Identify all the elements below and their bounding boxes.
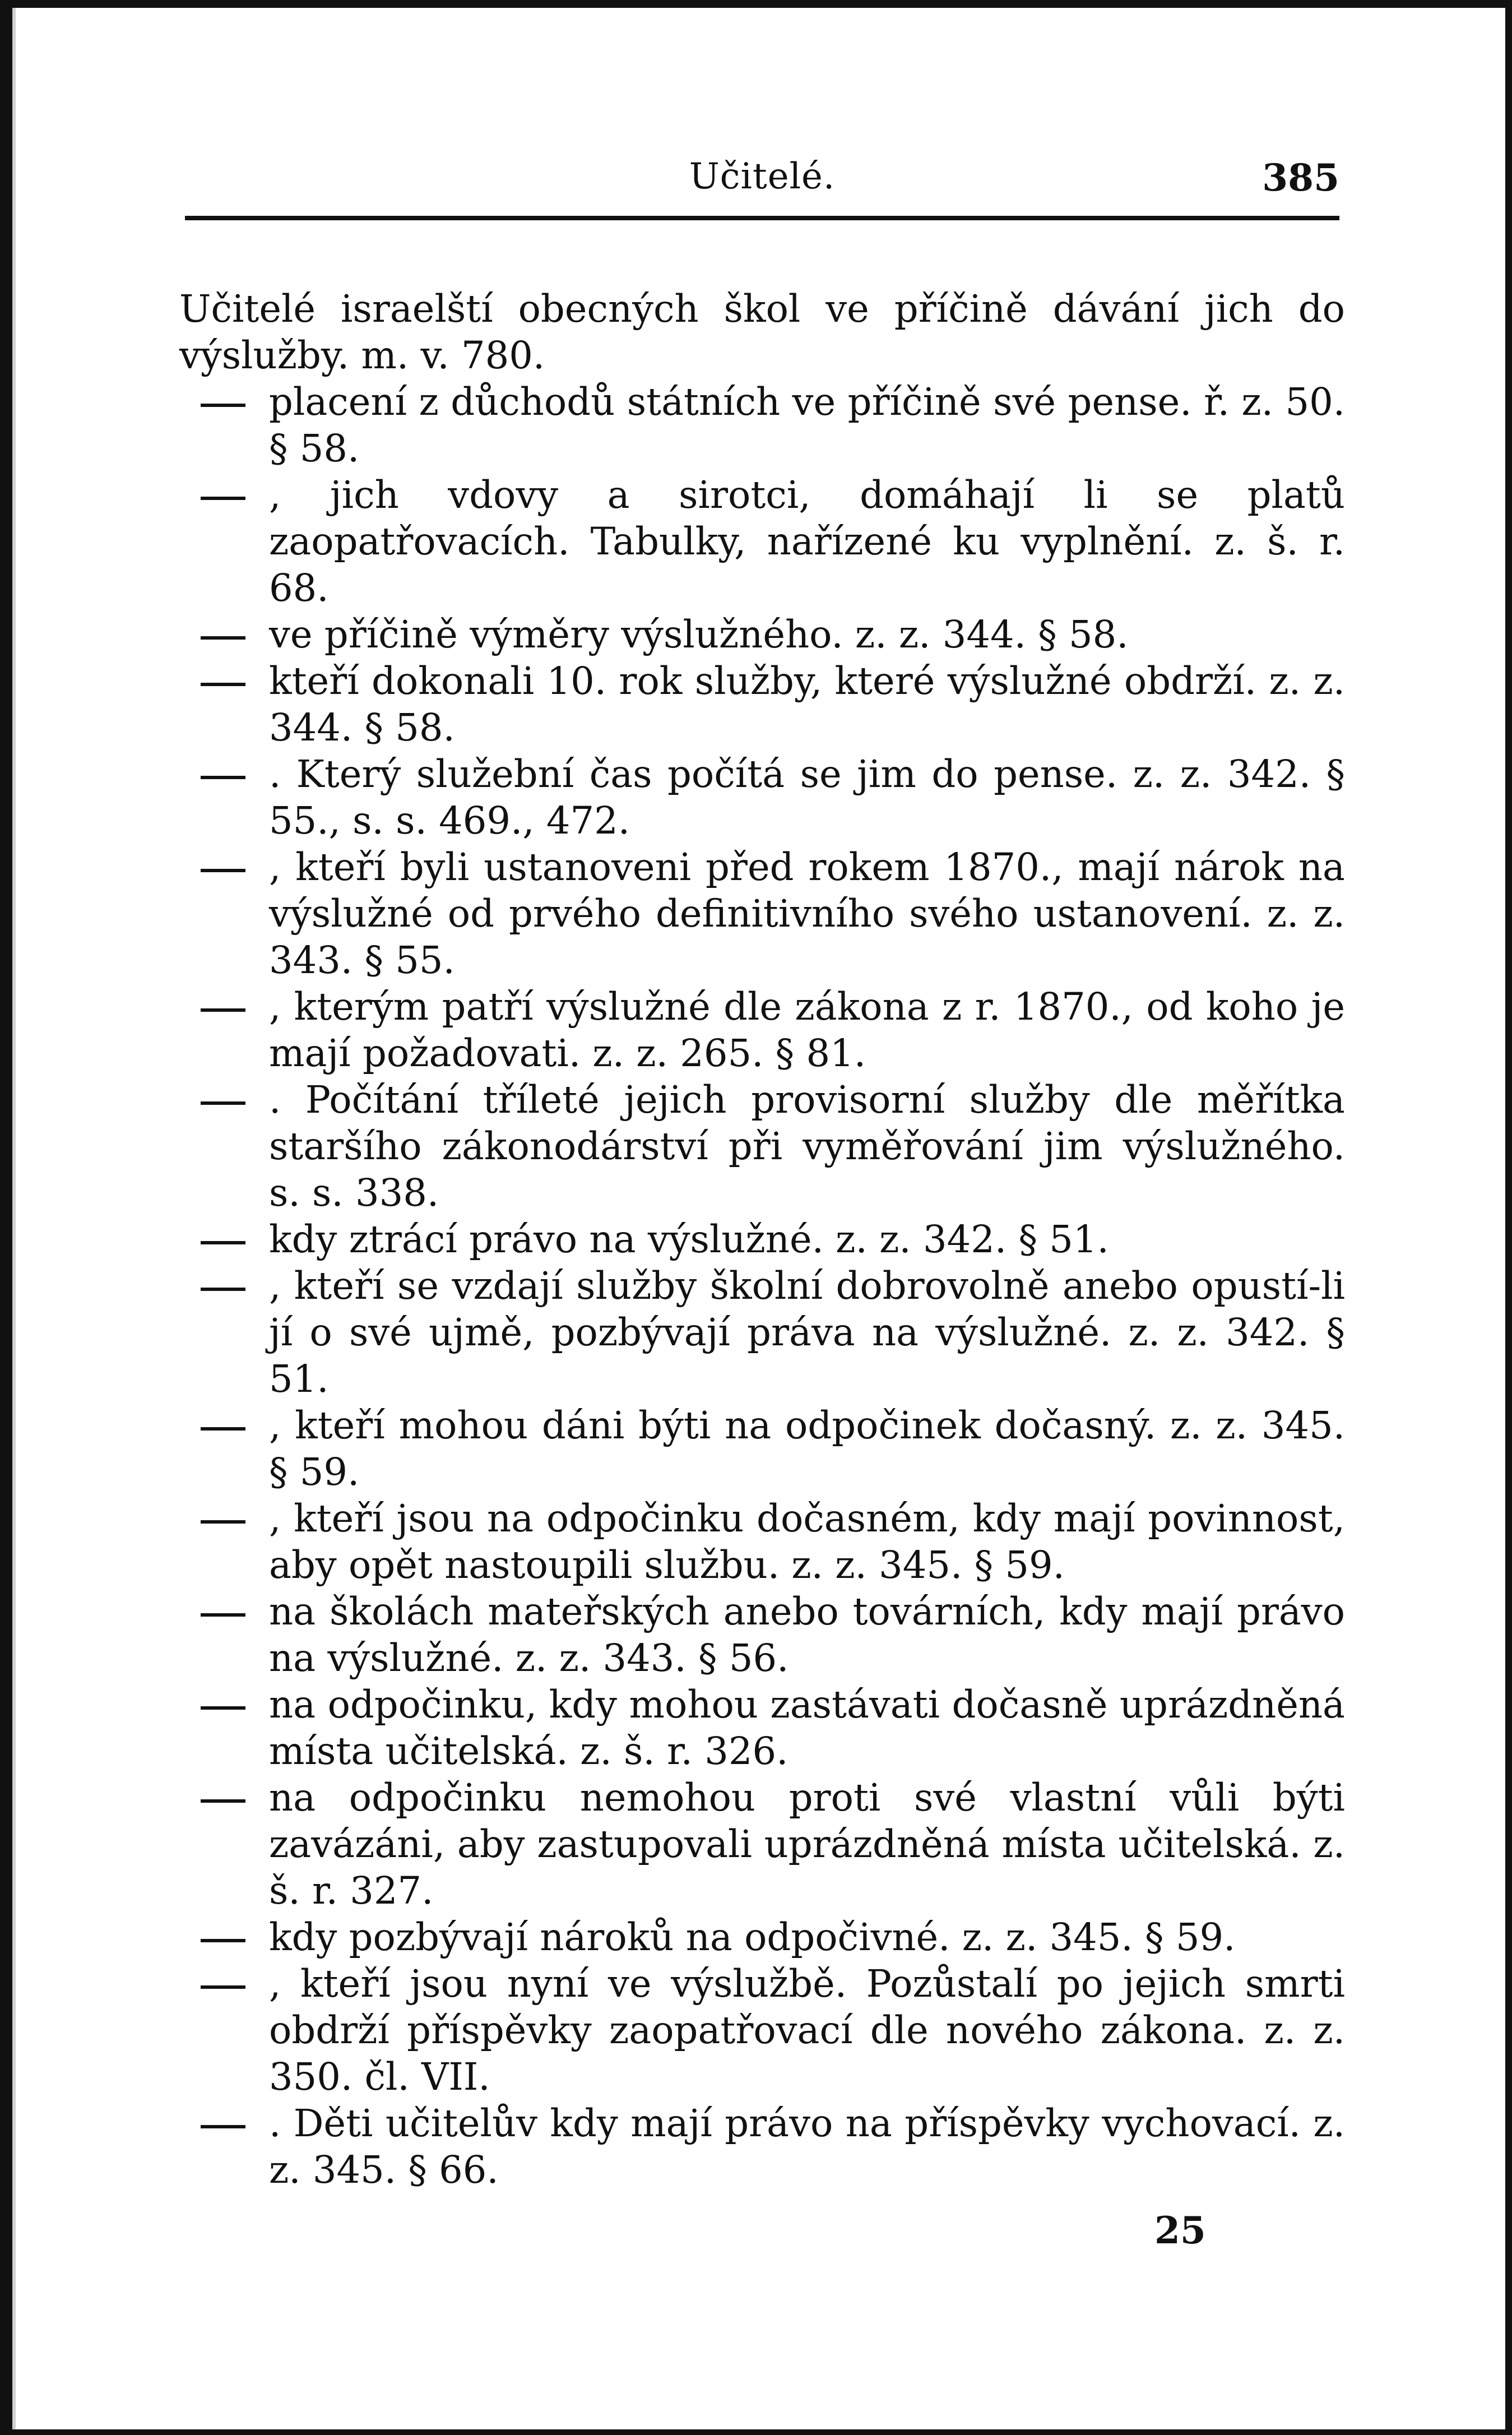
entry-text: placení z důchodů státních ve příčině své pense. ř. z. 50. § 58. xyxy=(269,380,1345,470)
index-entry xyxy=(179,1496,1345,1589)
index-entry xyxy=(179,1589,1345,1682)
index-entries xyxy=(179,286,1345,2193)
index-entry xyxy=(179,612,1345,658)
running-title: Učitelé. xyxy=(689,156,836,197)
entry-text: ve příčině výměry výslužného. z. z. 344. § 58. xyxy=(269,613,1129,656)
index-entry xyxy=(179,1077,1345,1216)
entry-text: , kteří se vzdají služby školní dobrovolně anebo opustí-li jí o své ujmě, pozbývají práva na výslužné. z. z. 342. § 51. xyxy=(269,1264,1345,1401)
index-entry xyxy=(179,984,1345,1077)
signature-mark: 25 xyxy=(1154,2209,1206,2252)
index-entry xyxy=(179,751,1345,844)
index-entry xyxy=(179,379,1345,472)
index-entry xyxy=(179,1961,1345,2100)
entry-text: . Děti učitelův kdy mají právo na příspěvky vychovací. z. z. 345. § 66. xyxy=(269,2101,1345,2192)
scan-edge xyxy=(12,8,16,2429)
index-entry xyxy=(179,1263,1345,1402)
entry-text: kdy ztrácí právo na výslužné. z. z. 342. § 51. xyxy=(269,1218,1109,1261)
entry-text: , kteří byli ustanoveni před rokem 1870., mají nárok na výslužné od prvého definitivního svého ustanovení. z. z. 343. § 55. xyxy=(269,845,1345,982)
index-entry xyxy=(179,1682,1345,1775)
index-entry xyxy=(179,1775,1345,1914)
header-rule xyxy=(185,216,1339,220)
index-entry xyxy=(179,2100,1345,2193)
entry-text: , kterým patří výslužné dle zákona z r. 1870., od koho je mají požadovati. z. z. 265. § 81. xyxy=(269,985,1345,1075)
entry-text: , jich vdovy a sirotci, domáhají li se platů zaopatřovacích. Tabulky, nařízené ku vyplnění. z. š. r. 68. xyxy=(269,473,1345,610)
entry-text: na odpočinku, kdy mohou zastávati dočasně uprázdněná místa učitelská. z. š. r. 326. xyxy=(269,1683,1345,1773)
index-entry xyxy=(179,472,1345,612)
entry-text: . Počítání tříleté jejich provisorní služby dle měřítka staršího zákonodárství při vyměřování jim výslužného. s. s. 338. xyxy=(269,1078,1345,1215)
entry-text: na školách mateřských anebo továrních, kdy mají právo na výslužné. z. z. 343. § 56. xyxy=(269,1590,1345,1680)
page-number: 385 xyxy=(1262,156,1339,200)
index-entry xyxy=(179,658,1345,751)
entry-text: na odpočinku nemohou proti své vlastní vůli býti zavázáni, aby zastupovali uprázdněná místa učitelská. z. š. r. 327. xyxy=(269,1776,1345,1913)
entry-text: , kteří mohou dáni býti na odpočinek dočasný. z. z. 345. § 59. xyxy=(269,1404,1345,1494)
page-header xyxy=(185,156,1339,206)
entry-text: . Který služební čas počítá se jim do pense. z. z. 342. § 55., s. s. 469., 472. xyxy=(269,752,1345,842)
index-entry xyxy=(179,1914,1345,1961)
index-entry xyxy=(179,844,1345,984)
index-entry xyxy=(179,1216,1345,1263)
entry-text: , kteří jsou nyní ve výslužbě. Pozůstalí po jejich smrti obdrží příspěvky zaopatřovací dle nového zákona. z. z. 350. čl. VII. xyxy=(269,1962,1345,2099)
entry-text: kdy pozbývají nároků na odpočivné. z. z. 345. § 59. xyxy=(269,1915,1236,1959)
entry-text: kteří dokonali 10. rok služby, které výslužné obdrží. z. z. 344. § 58. xyxy=(269,659,1345,749)
index-entry xyxy=(179,1402,1345,1496)
index-entry-lead: Učitelé israelští obecných škol ve příčině dávání jich do výslužby. m. v. 780. xyxy=(179,287,1345,377)
entry-text: , kteří jsou na odpočinku dočasném, kdy mají povinnost, aby opět nastoupili službu. z. z. 345. § 59. xyxy=(269,1497,1345,1587)
